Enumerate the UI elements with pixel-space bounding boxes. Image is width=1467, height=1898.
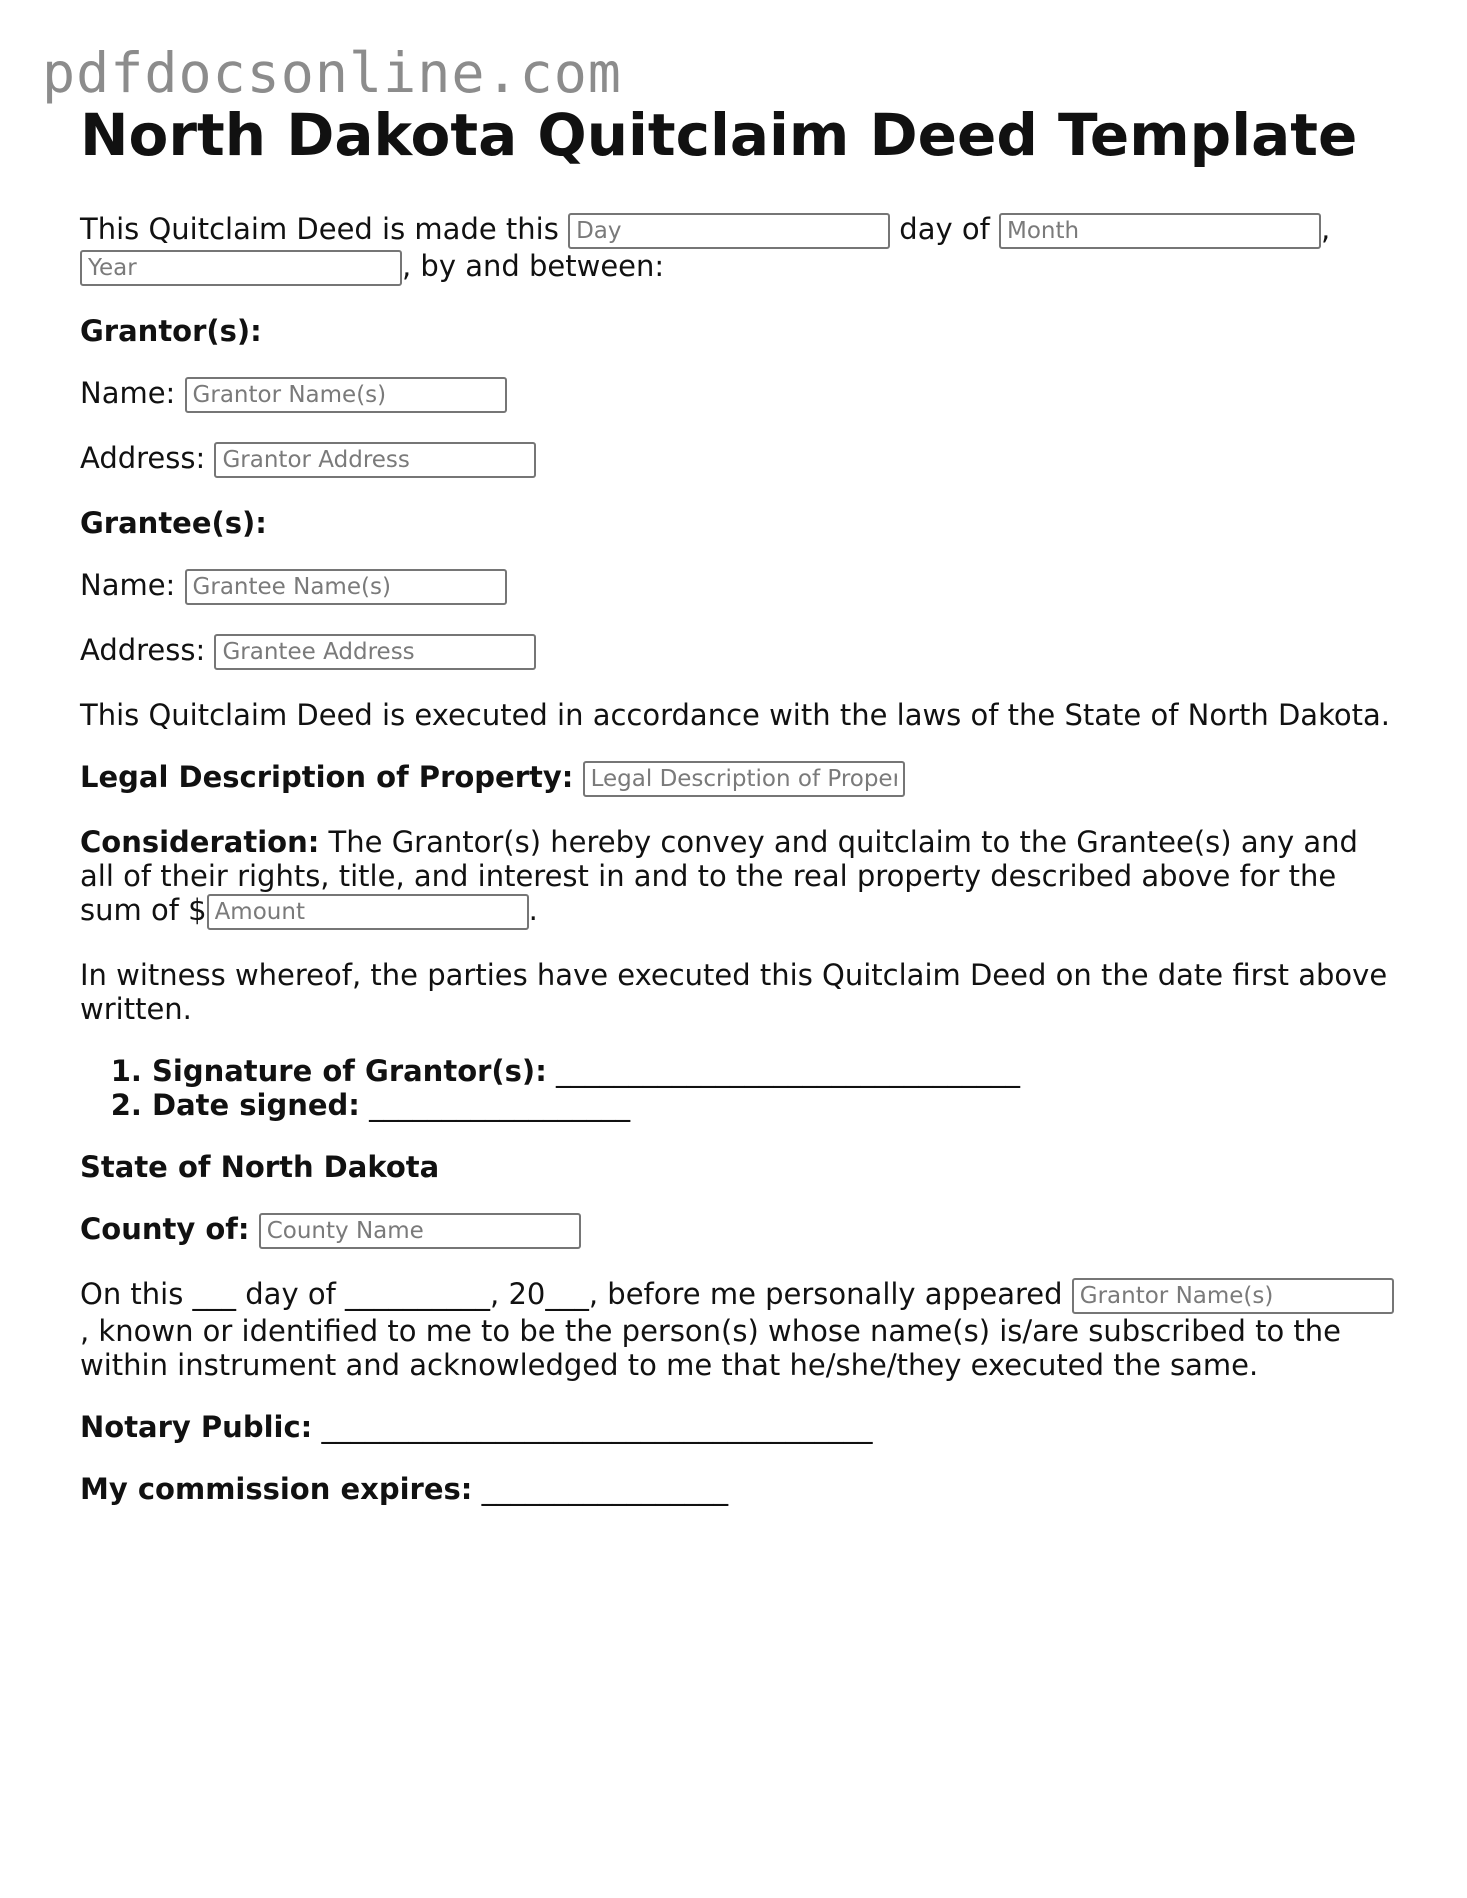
- grantee-address-input[interactable]: [214, 634, 536, 670]
- amount-input[interactable]: [207, 894, 529, 930]
- laws-statement: This Quitclaim Deed is executed in accordance with the laws of the State of North Dakota.: [80, 698, 1390, 732]
- witness-statement: In witness whereof, the parties have executed this Quitclaim Deed on the date first above written.: [80, 958, 1388, 1026]
- commission-label: My commission expires:: [80, 1472, 473, 1506]
- grantor-address-row: [80, 441, 1400, 478]
- acknowledgment-text-1: On this ___ day of __________, 20___, before me personally appeared: [80, 1277, 1072, 1311]
- date-signed-line: __________________: [359, 1088, 631, 1122]
- grantor-heading: Grantor(s):: [80, 314, 262, 348]
- notary-label: Notary Public:: [80, 1410, 313, 1444]
- commission-line: _________________: [472, 1472, 729, 1506]
- notary-row: [80, 1410, 1400, 1444]
- signature-list: [80, 1054, 1400, 1122]
- intro-text-4: , by and between:: [402, 249, 665, 283]
- grantor-name-row: [80, 376, 1400, 413]
- page-title: North Dakota Quitclaim Deed Template: [80, 101, 1358, 169]
- grantor-address-label: Address:: [80, 441, 206, 475]
- grantor-name-label: Name:: [80, 376, 176, 410]
- consideration-label: Consideration:: [80, 825, 320, 859]
- date-signed-label: Date signed:: [152, 1088, 360, 1122]
- commission-row: [80, 1472, 1400, 1506]
- acknowledgment-text-2: , known or identified to me to be the person(s) whose name(s) is/are subscribed to the within instrument and acknowledged to me that he/she/they executed the same.: [80, 1314, 1342, 1382]
- county-row: [80, 1212, 1400, 1249]
- grantor-signature-item: [152, 1054, 1400, 1088]
- date-signed-item: [152, 1088, 1400, 1122]
- consideration-text: The Grantor(s) hereby convey and quitclaim to the Grantee(s) any and all of their rights, title, and interest in and to the real property described above for the sum of $: [80, 825, 1358, 927]
- grantee-name-row: [80, 568, 1400, 605]
- legal-description-input[interactable]: [583, 761, 905, 797]
- grantee-name-input[interactable]: [185, 569, 507, 605]
- county-label: County of:: [80, 1212, 250, 1246]
- grantee-address-label: Address:: [80, 633, 206, 667]
- county-input[interactable]: [259, 1213, 581, 1249]
- year-input[interactable]: [80, 250, 402, 286]
- intro-text-2: day of: [899, 212, 990, 246]
- grantor-address-input[interactable]: [214, 442, 536, 478]
- grantee-heading: Grantee(s):: [80, 506, 267, 540]
- state-heading: State of North Dakota: [80, 1150, 440, 1184]
- grantor-name-input[interactable]: [185, 377, 507, 413]
- grantor-signature-line: ________________________________: [546, 1054, 1021, 1088]
- legal-description-label: Legal Description of Property:: [80, 760, 574, 794]
- grantor-signature-label: Signature of Grantor(s):: [152, 1054, 547, 1088]
- notary-line: ______________________________________: [312, 1410, 873, 1444]
- acknowledgment-name-input[interactable]: [1072, 1278, 1394, 1314]
- intro-text-3: ,: [1321, 212, 1331, 246]
- acknowledgment-paragraph: [80, 1277, 1400, 1382]
- grantee-name-label: Name:: [80, 568, 176, 602]
- deed-document: [80, 100, 1400, 1534]
- month-input[interactable]: [999, 213, 1321, 249]
- day-input[interactable]: [568, 213, 890, 249]
- intro-paragraph: [80, 212, 1400, 286]
- legal-description-row: [80, 760, 1400, 797]
- grantee-address-row: [80, 633, 1400, 670]
- consideration-end: .: [528, 893, 538, 927]
- intro-text-1: This Quitclaim Deed is made this: [80, 212, 559, 246]
- watermark: pdfdocsonline.com: [42, 41, 622, 105]
- consideration-paragraph: [80, 825, 1400, 930]
